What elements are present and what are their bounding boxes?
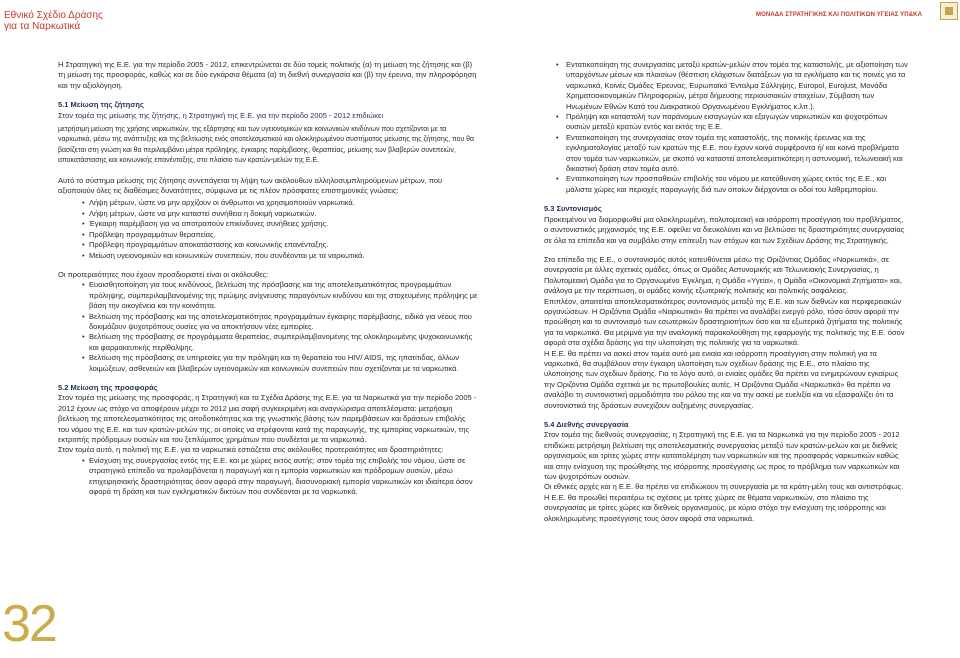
section-5-3-paragraph-4: Η Ε.Ε. θα πρέπει να ασκεί στον τομέα αυτό μια ενιαία και ισόρροπη προσέγγιση στην πολιτική για τα ναρκωτικά, θα συμβάλουν στην έγκαιρη υλοποίηση των σχεδίων δράσης της Ε.Ε., στο πλαίσιο της υλοποίησης των σχεδίων δράσης. Για το λόγο αυτό, οι ενιαίες ομάδες θα πρέπει να ενημερώνουν εγκαίρως την Οριζόντια Ομάδα σχετικά με τις πρωτοβουλίες αυτές. Η Οριζόντια Ομάδα «Ναρκωτικά» θα πρέπει να αναλάβει τη συντονιστική αρμοδιότητα του ρόλου της και να την ασκεί με ευελιξία και να εξασφαλίζει ότι τα συντονιστικά της δράσεων συνεχίζουν αυξημένης συνεργασίας.: [544, 348, 899, 410]
section-5-4-paragraph-1: Στον τομέα της διεθνούς συνεργασίας, η Στρατηγική της Ε.Ε. για τα Ναρκωτικά για την περίοδο 2005 - 2012 επιδιώκει μετρήσιμη βελτίωση της αποτελεσματικής συνεργασίας μεταξύ των κρατών-μελών και με διεθνείς οργανισμούς και τρίτες χώρες στην καταπολέμηση των ναρκωτικών και της προσφοράς ναρκωτικών καθώς και στην ενίσχυση της προώθησης της ισόρροπης προσέγγισης ως προς το πρόβλημα των ναρκωτικών και των ψυχοτρόπων ουσιών.: [544, 430, 900, 482]
list-item: • Μείωση υγειονομικών και κοινωνικών συνεπειών, που συνδέονται με τα ναρκωτικά.: [58, 251, 478, 261]
list-item: • Βελτίωση της πρόσβασης σε προγράμματα θεραπείας, συμπεριλαμβανομένης της ολοκληρωμένης ψυχοκοινωνικής και φαρμακευτικής περίθαλψης.: [58, 332, 478, 353]
section-5-2-paragraph-2: Στον τομέα αυτό, η πολιτική της Ε.Ε. για τα ναρκωτικά εστιάζεται στις ακόλουθες προτεραιότητες και δραστηριότητες:: [58, 445, 444, 455]
section-5-1-paragraph-1: μετρήσιμη μείωση της χρήσης ναρκωτικών, της εξάρτησης και των υγειονομικών και κοινωνικών κινδύνων που σχετίζονται με τα ναρκωτικά, μέσω της ανάπτυξης και της βελτίωσης ενός αποτελεσματικού και ολοκληρωμένου συστήματος μείωσης της ζήτησης, που θα βασίζεται στη γνώση και θα περιλαμβάνει μέτρα πρόληψης, έγκαιρης παρέμβασης, θεραπείας, μείωσης των βλαβερών συνεπειών, αποκατάστασης και κοινωνικής επανένταξης, στο πλαίσιο των κρατών-μελών της Ε.Ε.: [58, 126, 474, 165]
document-title-line1: Εθνικό Σχέδιο Δράσης: [4, 10, 103, 21]
section-5-1-subtitle: Στον τομέα της μείωσης της ζήτησης, η Στρατηγική της Ε.Ε. για την περίοδο 2005 - 2012 επιδιώκει: [58, 110, 384, 120]
list-item: • Λήψη μέτρων, ώστε να μην αρχίζουν οι άνθρωποι να χρησιμοποιούν ναρκωτικά.: [58, 198, 478, 208]
section-5-4-paragraph-2: Οι εθνικές αρχές και η Ε.Ε. θα πρέπει να επιδιώκουν τη συνεργασία με τα κράτη-μέλη τους και αντιστρόφως. Η Ε.Ε. θα προωθεί περαιτέρω τις σχέσεις με τρίτες χώρες σε θέματα ναρκωτικών, στο πλαίσιο της συνεργασίας με τρίτες χώρες και διεθνείς οργανισμούς, με κύριο στόχο την ενίσχυση της ισόρροπης και ολοκληρωμένης προσέγγισης τους όσον αφορά στα ναρκωτικά.: [544, 482, 904, 523]
priorities-list: [58, 280, 478, 374]
list-item: • Ενίσχυση της συνεργασίας εντός της Ε.Ε. και με χώρες εκτός αυτής: στον τομέα της επιβολής του νόμου, ώστε σε στρατηγικό επίπεδο να προλαμβάνεται η παραγωγή και η εμπορία ναρκωτικών και πρόδρομων ουσιών, μέσω επιχειρησιακής δραστηριότητας όσον αφορά στην παραγωγή, διασυνοριακή εμπορία ναρκωτικών και ιδιαίτερα όσον αφορά τη δράση και των εγκληματικών δικτύων που συνδέονται με τα ναρκωτικά.: [58, 456, 478, 498]
section-5-2-heading: 5.2 Μείωση της προσφοράς: [58, 382, 158, 392]
list-item: • Εντατικοποίηση των προσπαθειών επιβολής του νόμου με κατεύθυνση χώρες εκτός της Ε.Ε., και μάλιστα χώρες και περιοχές παραγωγής διά των οποίων διέρχονται οι οδοί του λαθρεμπορίου.: [544, 174, 908, 195]
section-5-3-paragraph-1: Προκειμένου να διαμορφωθεί μια ολοκληρωμένη, πολυτομεακή και ισόρροπη προσέγγιση του προβλήματος, ο συντονιστικός μηχανισμός της Ε.Ε. οφείλει να διευκολύνει και να βελτιώσει τις δραστηριότητες συνεργασίας σε όλα τα επίπεδα και να συμβάλει στην επίτευξη των στόχων και των Σχεδίων Δράσης της Στρατηγικής.: [544, 214, 905, 245]
list-item: • Βελτίωση της πρόσβασης σε υπηρεσίες για την πρόληψη και τη θεραπεία του HIV/ AIDS, της ηπατίτιδας, άλλων λοιμώξεων, ασθενειών και βλαβερών υγειονομικών και κοινωνικών συνεπειών που σχετίζονται με τα ναρκωτικά.: [58, 353, 478, 374]
section-5-2-paragraph-1: Στον τομέα της μείωσης της προσφοράς, η Στρατηγική και τα Σχέδια Δράσης της Ε.Ε. για τα Ναρκωτικά για την περίοδο 2005 - 2012 έχουν ως στόχο να αποφέρουν μέχρι το 2012 μια σαφή συγκεκριμένη και αναγνώρισμα αποτελέσματα: μετρήσιμη βελτίωση της αποτελεσματικότητας της αποδοτικότητας και της γνωστικής βάσης των παρεμβάσεων και δράσεων επιβολής του νόμου της Ε.Ε. και των κρατών-μελών της, οι οποίες να στρέφονται κατά της παραγωγής, της εμπορίας ναρκωτικών, της εκτροπής πρόδρομων ουσιών και του ξεπλύματος χρημάτων που συνδέεται με τα ναρκωτικά.: [58, 393, 477, 444]
enforcement-list: [544, 60, 908, 195]
right-column: [544, 60, 908, 533]
list-item: • Πρόβλεψη προγραμμάτων θεραπείας.: [58, 230, 478, 240]
list-item: • Εντατικοποίηση της συνεργασίας μεταξύ κρατών-μελών στον τομέα της καταστολής, με αξιοποίηση των υπαρχόντων μέσων και πλαισίων (θέσπιση ελάχιστων διατάξεων για τα εγκλήματα και τις ποινές για τα ναρκωτικά, Κοινές Ομάδες Έρευνας, Ευρωπαϊκό Ένταλμα Σύλληψης, Europol, Eurojust, Μονάδα Χρηματοοικονομικών Πληροφοριών, μέτρα δήμευσης περιουσιακών στοιχείων, Σύμβαση των Ηνωμένων Εθνών Κατά του Διακρατικού Οργανωμένου Εγκλήματος κ.λπ.).: [544, 60, 908, 112]
section-5-1-paragraph-2: Αυτό το σύστημα μείωσης της ζήτησης συνεπάγεται τη λήψη των ακόλουθων αλληλοσυμπληρούμενων μέτρων, που αξιοποιούν όλες τις διαθέσιμες δυνατότητες, σύμφωνα με τις πλέον πρόσφατες επιστημονικές γνώσεις:: [58, 175, 443, 196]
section-5-1-heading: 5.1 Μείωση της ζήτησης: [58, 100, 144, 110]
section-5-4-heading: 5.4 Διεθνής συνεργασία: [544, 420, 629, 429]
corner-logo-icon: [940, 2, 958, 20]
list-item: • Βελτίωση της πρόσβασης και της αποτελεσματικότητας προγραμμάτων έγκαιρης παρέμβασης, ειδικά για νέους που δοκιμάζουν ψυχοτρόπους ουσίες για να αποκτήσουν νέες εμπειρίες.: [58, 312, 478, 333]
list-item: • Εντατικοποίηση της συνεργασίας στον τομέα της καταστολής, της ποινικής έρευνας και της εγκληματολογίας μεταξύ των κρατών της Ε.Ε. που έχουν κοινά συμφέροντα ή/ και κοινά προβλήματα στον τομέα των ναρκωτικών, με σκοπό να καταστεί αποτελεσματικότερη η αστυνομική, τελωνειακή και δικαστική δράση στον τομέα αυτό.: [544, 133, 908, 175]
list-item: • Πρόληψη και καταστολή των παράνομων εισαγωγών και εξαγωγών ναρκωτικών και ψυχοτρόπων ουσιών μεταξύ κρατών εντός και εκτός της Ε.Ε.: [544, 112, 908, 133]
list-item: • Ευαισθητοποίηση για τους κινδύνους, βελτίωση της πρόσβασης και της αποτελεσματικότητας προγραμμάτων πρόληψης, συμπεριλαμβανομένης της πρώιμης ανίχνευσης παραγόντων κινδύνου και της στοχευμένης πρόληψης με βάση την οικογένεια και την κοινότητα.: [58, 280, 478, 311]
list-item: • Λήψη μέτρων, ώστε να μην καταστεί συνήθεια η δοκιμή ναρκωτικών.: [58, 209, 478, 219]
unit-label: ΜΟΝΑΔΑ ΣΤΡΑΤΗΓΙΚΗΣ ΚΑΙ ΠΟΛΙΤΙΚΩΝ ΥΓΕΙΑΣ ΥΠ&ΚΑ: [756, 12, 922, 18]
section-5-3-heading: 5.3 Συντονισμός: [544, 204, 602, 214]
measures-list: [58, 198, 478, 260]
section-5-3-paragraph-2: Στο επίπεδο της Ε.Ε., ο συντονισμός αυτός κατευθύνεται μέσω της Οριζόντιας Ομάδας «Ναρκωτικά», σε συνεργασία με άλλες σχετικές ομάδες, όπως οι Ομάδες Αστυνομικής και Τελωνειακής Συνεργασίας, η Πολυτομεακή Ομάδα για το Οργανωμένο Έγκλημα, η Ομάδα «Υγεία», η Ομάδα «Οικονομικά Ζητήματα» και, ανάλογα με την περίπτωση, οι ομάδες κοινής εξωτερικής πολιτικής και πολιτικής ασφάλειας.: [544, 254, 902, 296]
document-title-line2: για τα Ναρκωτικά: [4, 21, 81, 32]
left-column: [58, 60, 478, 506]
section-5-3-paragraph-3: Επιπλέον, απαιτείται αποτελεσματικότερος συντονισμός μεταξύ της Ε.Ε. και των διεθνών και περιφερειακών οργανώσεων. Η Οριζόντια Ομάδα «Ναρκωτικά» θα πρέπει να αναλάβει ενεργό ρόλο, τόσο όσον αφορά την προώθηση και το συντονισμό των εσωτερικών δραστηριοτήτων όσο και τα εξωτερικά ζητήματα της πολιτικής για τα ναρκωτικά. Θα μεριμνά για την αναλογική παρακολούθηση της εφαρμογής της πολιτικής της Ε.Ε. όσον αφορά στα σχέδια δράσης για την υλοποίηση της πολιτικής για τα ναρκωτικά.: [544, 296, 905, 348]
supply-list: [58, 456, 478, 498]
intro-paragraph: Η Στρατηγική της Ε.Ε. για την περίοδο 2005 - 2012, επικεντρώνεται σε δύο τομείς πολιτικής (α) τη μείωση της ζήτησης και (β) τη μείωση της προσφοράς, καθώς και σε δύο εγκάρσια θέματα (α) τη διεθνή συνεργασία και (β) την έρευνα, την πληροφόρηση και την αξιολόγηση.: [58, 60, 477, 90]
priorities-intro: Οι προτεραιότητες που έχουν προσδιοριστεί είναι οι ακόλουθες:: [58, 269, 269, 279]
document-title: [4, 10, 103, 32]
page-number: 32: [2, 595, 56, 653]
list-item: • Πρόβλεψη προγραμμάτων αποκατάστασης και κοινωνικής επανένταξης.: [58, 240, 478, 250]
list-item: • Έγκαιρη παρέμβαση για να αποτραπούν επικίνδυνες συνήθειες χρήσης.: [58, 219, 478, 229]
